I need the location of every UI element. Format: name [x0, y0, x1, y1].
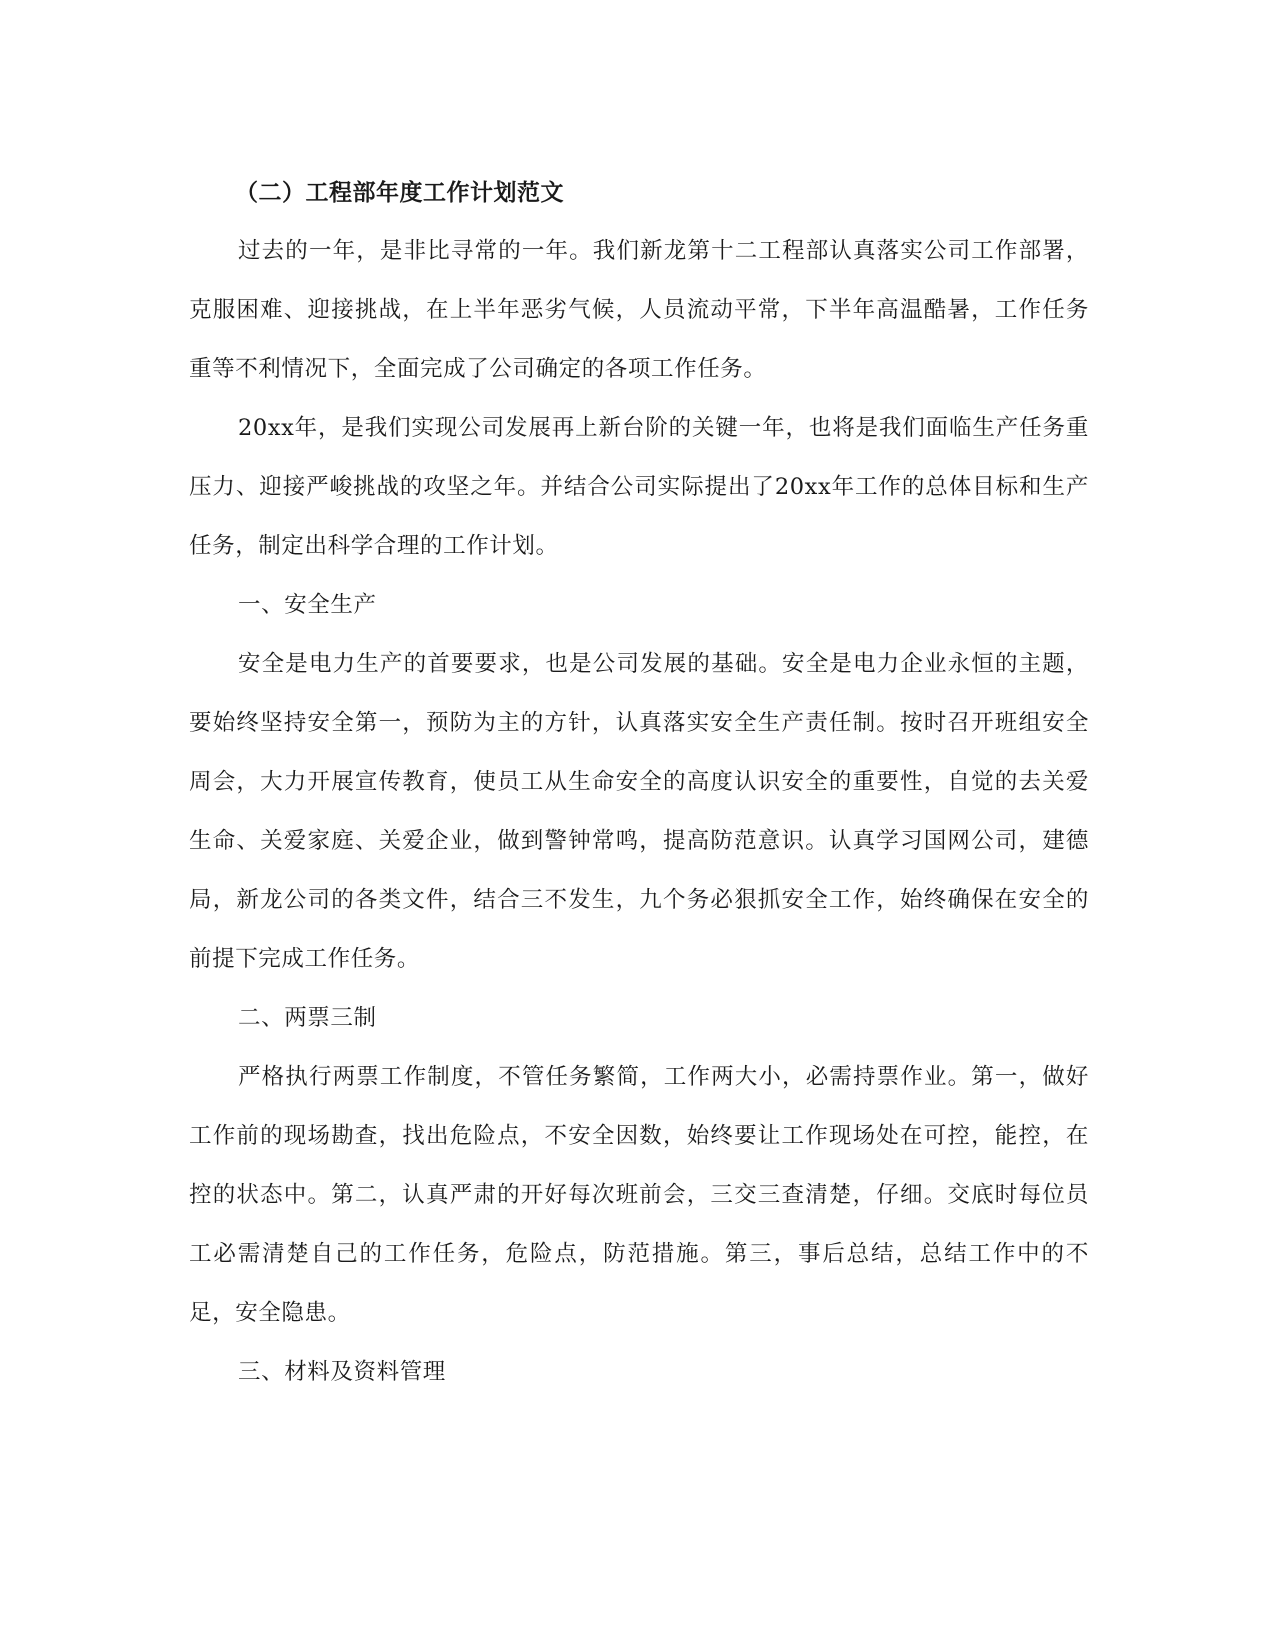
document-title: （二）工程部年度工作计划范文 [235, 180, 564, 206]
intro-paragraph-2: 20xx年，是我们实现公司发展再上新台阶的关键一年，也将是我们面临生产任务重压力、迎接严峻挑战的攻坚之年。并结合公司实际提出了20xx年工作的总体目标和生产任务，制定出科学合理的工作计划。 [189, 415, 1089, 559]
section-body-safety: 安全是电力生产的首要要求，也是公司发展的基础。安全是电力企业永恒的主题，要始终坚持安全第一，预防为主的方针，认真落实安全生产责任制。按时召开班组安全周会，大力开展宣传教育，使员工从生命安全的高度认识安全的重要性，自觉的去关爱生命、关爱家庭、关爱企业，做到警钟常鸣，提高防范意识。认真学习国网公司，建德局，新龙公司的各类文件，结合三不发生，九个务必狠抓安全工作，始终确保在安全的前提下完成工作任务。 [189, 651, 1089, 972]
document-page [189, 168, 1089, 1402]
section-heading-two-tickets: 二、两票三制 [238, 1005, 377, 1031]
intro-paragraph-1: 过去的一年，是非比寻常的一年。我们新龙第十二工程部认真落实公司工作部署，克服困难、迎接挑战，在上半年恶劣气候，人员流动平常，下半年高温酷暑，工作任务重等不利情况下，全面完成了公司确定的各项工作任务。 [189, 238, 1089, 382]
section-body-two-tickets: 严格执行两票工作制度，不管任务繁简，工作两大小，必需持票作业。第一，做好工作前的现场勘查，找出危险点，不安全因数，始终要让工作现场处在可控，能控，在控的状态中。第二，认真严肃的开好每次班前会，三交三查清楚，仔细。交底时每位员工必需清楚自己的工作任务，危险点，防范措施。第三，事后总结，总结工作中的不足，安全隐患。 [189, 1064, 1089, 1326]
section-heading-materials: 三、材料及资料管理 [238, 1359, 446, 1385]
section-heading-safety: 一、安全生产 [238, 592, 377, 618]
